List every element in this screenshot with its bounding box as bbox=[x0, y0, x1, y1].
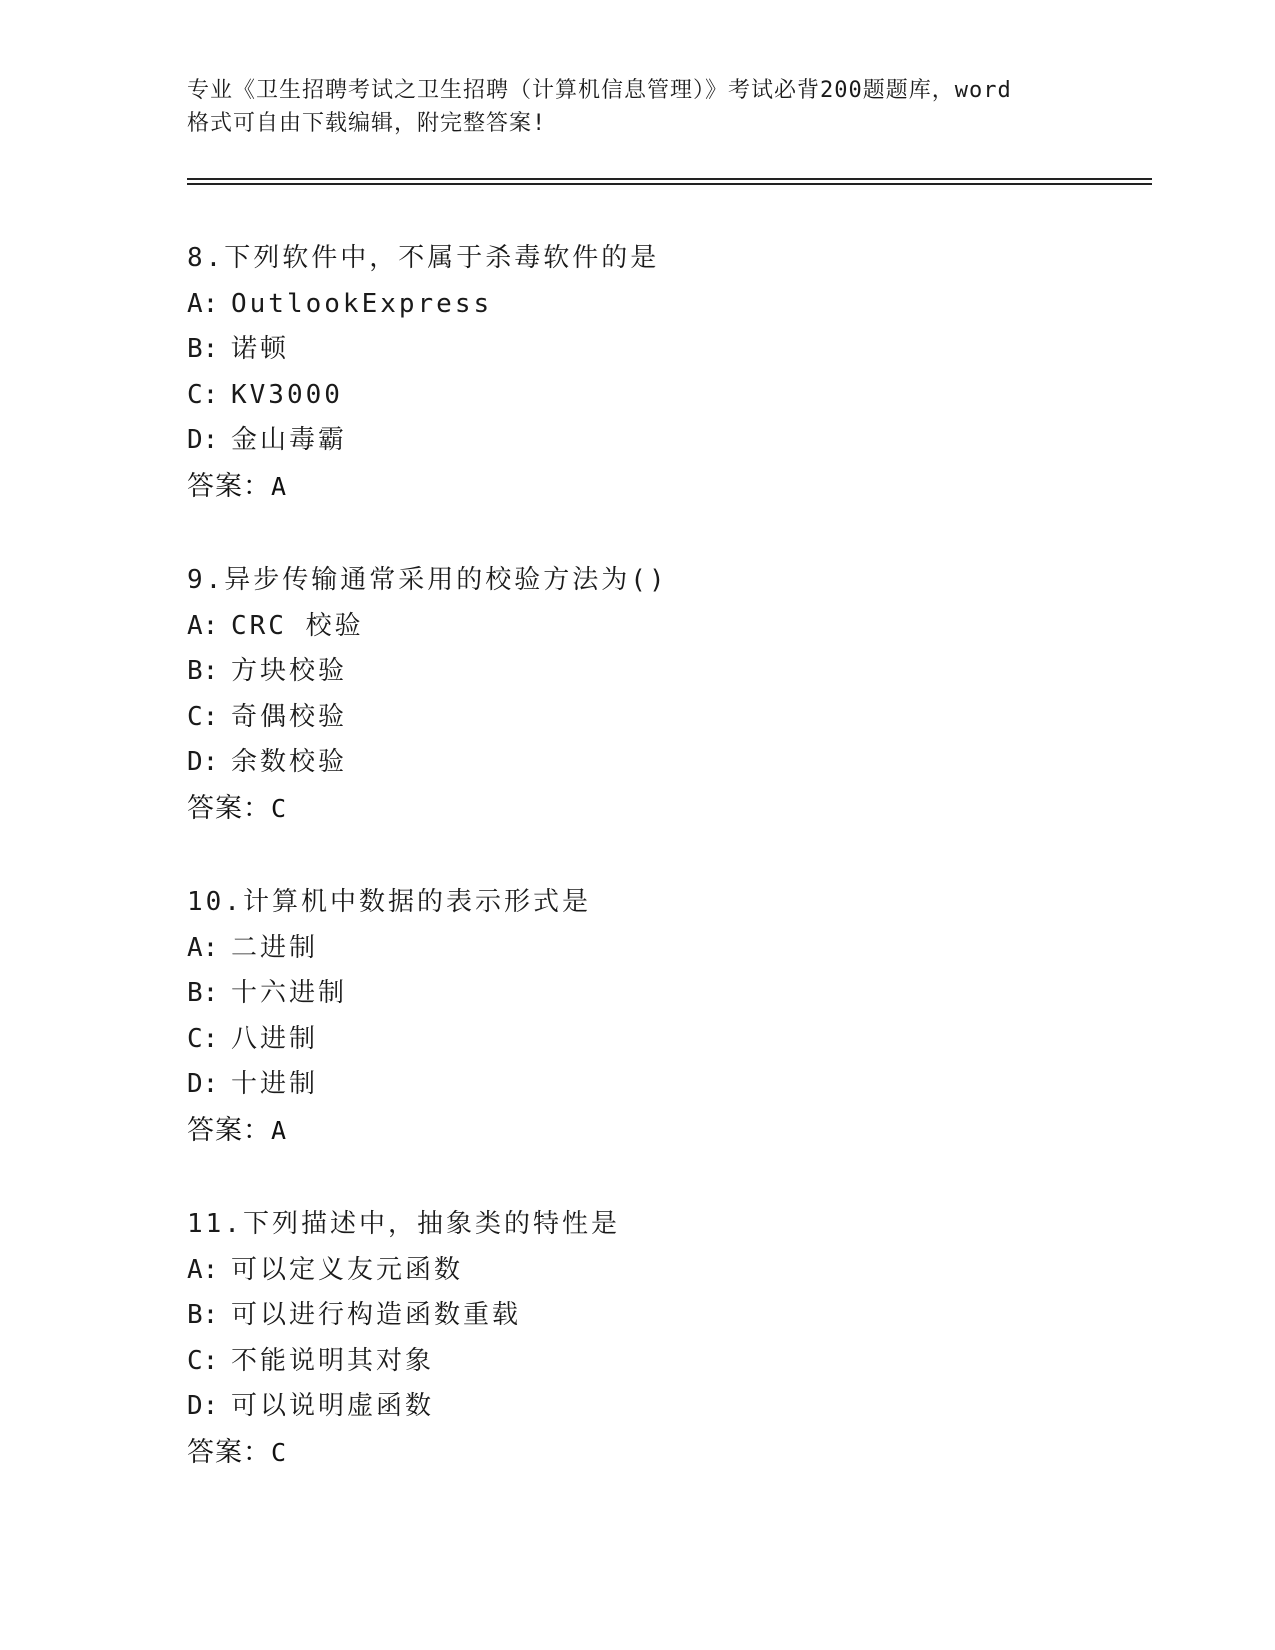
answer-value: A bbox=[271, 1115, 288, 1145]
option-c bbox=[187, 373, 1147, 419]
option-label: C: bbox=[187, 1023, 219, 1054]
option-label: A: bbox=[187, 288, 219, 319]
option-text: 可以说明虚函数 bbox=[231, 1391, 435, 1421]
header-intro-line-2: 格式可自由下载编辑，附完整答案! bbox=[187, 111, 547, 136]
option-text: 金山毒霸 bbox=[231, 425, 348, 455]
option-d bbox=[187, 418, 1147, 464]
option-text: 八进制 bbox=[231, 1023, 319, 1054]
question-stem: 11.下列描述中，抽象类的特性是 bbox=[187, 1209, 620, 1239]
option-label: A: bbox=[187, 610, 219, 641]
option-label: B: bbox=[187, 334, 219, 364]
option-b bbox=[187, 971, 1147, 1017]
option-d bbox=[187, 1062, 1147, 1108]
option-a bbox=[187, 604, 1147, 650]
option-text: 二进制 bbox=[231, 932, 319, 963]
option-a bbox=[187, 1248, 1147, 1294]
answer-label: 答案： bbox=[187, 470, 271, 502]
option-label: D: bbox=[187, 1069, 219, 1099]
question-stem: 10.计算机中数据的表示形式是 bbox=[187, 887, 591, 917]
answer-line bbox=[187, 1108, 1147, 1154]
header-intro-line-1: 专业《卫生招聘考试之卫生招聘（计算机信息管理）》考试必背200题题库，word bbox=[187, 78, 1012, 103]
option-b bbox=[187, 1293, 1147, 1339]
option-text: KV3000 bbox=[231, 379, 343, 410]
answer-label: 答案： bbox=[187, 792, 271, 824]
answer-value: C bbox=[271, 1437, 288, 1467]
option-text: 十六进制 bbox=[231, 978, 348, 1008]
option-text: 方块校验 bbox=[231, 656, 348, 686]
option-label: A: bbox=[187, 1254, 219, 1285]
answer-line bbox=[187, 464, 1147, 510]
answer-line bbox=[187, 786, 1147, 832]
question-stem: 8.下列软件中，不属于杀毒软件的是 bbox=[187, 243, 660, 273]
answer-value: A bbox=[271, 471, 288, 501]
option-label: C: bbox=[187, 701, 219, 732]
option-label: B: bbox=[187, 1300, 219, 1330]
option-c bbox=[187, 1339, 1147, 1385]
option-b bbox=[187, 327, 1147, 373]
answer-line bbox=[187, 1430, 1147, 1476]
option-label: C: bbox=[187, 1345, 219, 1376]
option-a bbox=[187, 926, 1147, 972]
answer-label: 答案： bbox=[187, 1436, 271, 1468]
option-label: C: bbox=[187, 379, 219, 410]
answer-value: C bbox=[271, 793, 288, 823]
option-d bbox=[187, 740, 1147, 786]
option-text: OutlookExpress bbox=[231, 288, 493, 319]
question-stem: 9.异步传输通常采用的校验方法为() bbox=[187, 565, 668, 595]
question-item bbox=[187, 558, 1147, 831]
question-item bbox=[187, 1202, 1147, 1475]
option-text: 可以进行构造函数重载 bbox=[231, 1300, 522, 1330]
question-item bbox=[187, 880, 1147, 1153]
header-divider-bottom bbox=[187, 183, 1152, 185]
option-label: D: bbox=[187, 425, 219, 455]
option-a bbox=[187, 282, 1147, 328]
option-label: B: bbox=[187, 978, 219, 1008]
option-text: 奇偶校验 bbox=[231, 701, 348, 732]
option-text: 余数校验 bbox=[231, 747, 348, 777]
option-label: D: bbox=[187, 747, 219, 777]
option-label: D: bbox=[187, 1391, 219, 1421]
option-b bbox=[187, 649, 1147, 695]
option-text: CRC 校验 bbox=[231, 610, 364, 641]
option-label: A: bbox=[187, 932, 219, 963]
header-divider-top bbox=[187, 178, 1152, 180]
document-header bbox=[187, 74, 1087, 140]
answer-label: 答案： bbox=[187, 1114, 271, 1146]
option-c bbox=[187, 1017, 1147, 1063]
option-text: 不能说明其对象 bbox=[231, 1345, 435, 1376]
question-item bbox=[187, 236, 1147, 509]
option-d bbox=[187, 1384, 1147, 1430]
question-list bbox=[187, 236, 1147, 1524]
option-text: 可以定义友元函数 bbox=[231, 1254, 464, 1285]
option-label: B: bbox=[187, 656, 219, 686]
option-c bbox=[187, 695, 1147, 741]
option-text: 诺顿 bbox=[231, 334, 290, 364]
option-text: 十进制 bbox=[231, 1069, 319, 1099]
